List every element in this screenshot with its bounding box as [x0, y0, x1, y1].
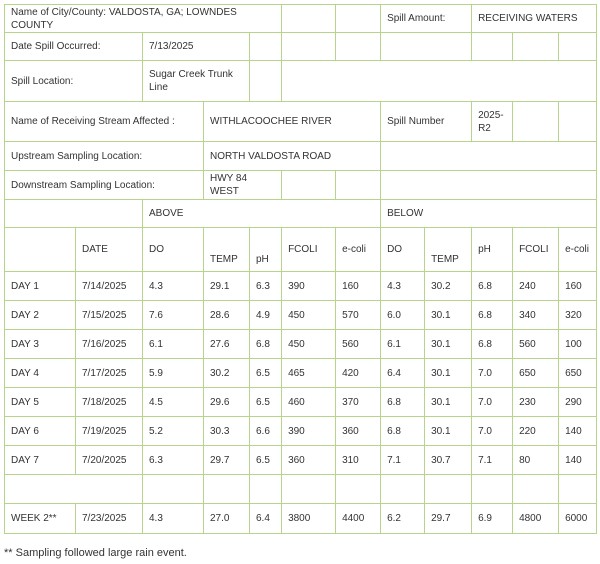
column-header: DATE: [76, 228, 143, 272]
date-cell: 7/14/2025: [76, 272, 143, 301]
day-label: DAY 1: [5, 272, 76, 301]
column-header: FCOLI: [513, 228, 559, 272]
empty-cell: [336, 33, 381, 61]
value-cell: 4.9: [250, 301, 282, 330]
value-cell: 80: [513, 446, 559, 475]
value-cell: 6.8: [472, 330, 513, 359]
day-label: DAY 4: [5, 359, 76, 388]
column-header: TEMP: [425, 228, 472, 272]
empty-cell: [425, 475, 472, 504]
value-cell: 6.5: [250, 446, 282, 475]
city-county-label: Name of City/County: VALDOSTA, GA; LOWNDES COUNTY: [5, 5, 282, 33]
value-cell: 7.1: [381, 446, 425, 475]
date-cell: 7/19/2025: [76, 417, 143, 446]
date-occurred-label: Date Spill Occurred:: [5, 33, 143, 61]
date-cell: 7/18/2025: [76, 388, 143, 417]
value-cell: 6.1: [381, 330, 425, 359]
header-row-location: [5, 61, 597, 102]
value-cell: 29.7: [204, 446, 250, 475]
value-cell: 4.5: [143, 388, 204, 417]
value-cell: 6.1: [143, 330, 204, 359]
value-cell: 30.7: [425, 446, 472, 475]
value-cell: 7.0: [472, 417, 513, 446]
spacer-row: [5, 475, 597, 504]
column-header: TEMP: [204, 228, 250, 272]
value-cell: 6.8: [381, 417, 425, 446]
value-cell: 30.1: [425, 301, 472, 330]
empty-cell: [381, 171, 597, 200]
spill-number-value: 2025-R2: [472, 102, 513, 142]
date-cell: 7/15/2025: [76, 301, 143, 330]
value-cell: 560: [336, 330, 381, 359]
value-cell: 310: [336, 446, 381, 475]
value-cell: 460: [282, 388, 336, 417]
value-cell: 160: [336, 272, 381, 301]
spill-location-value: Sugar Creek Trunk Line: [143, 61, 250, 102]
empty-cell: [513, 33, 559, 61]
table-row: [5, 417, 597, 446]
value-cell: 6.8: [472, 301, 513, 330]
date-occurred-value: 7/13/2025: [143, 33, 250, 61]
receiving-stream-label: Name of Receiving Stream Affected :: [5, 102, 204, 142]
value-cell: 4.3: [143, 272, 204, 301]
table-row: [5, 446, 597, 475]
value-cell: 29.6: [204, 388, 250, 417]
receiving-stream-value: WITHLACOOCHEE RIVER: [204, 102, 381, 142]
empty-cell: [282, 475, 336, 504]
value-cell: 30.1: [425, 330, 472, 359]
value-cell: 29.1: [204, 272, 250, 301]
table-row: [5, 359, 597, 388]
value-cell: 7.0: [472, 388, 513, 417]
value-cell: 160: [559, 272, 597, 301]
empty-cell: [250, 475, 282, 504]
empty-cell: [282, 61, 597, 102]
value-cell: 465: [282, 359, 336, 388]
value-cell: 6.9: [472, 504, 513, 534]
below-group-label: BELOW: [381, 200, 597, 228]
empty-cell: [250, 33, 282, 61]
date-cell: 7/17/2025: [76, 359, 143, 388]
value-cell: 27.6: [204, 330, 250, 359]
spill-location-label: Spill Location:: [5, 61, 143, 102]
value-cell: 360: [282, 446, 336, 475]
day-label: DAY 7: [5, 446, 76, 475]
empty-cell: [336, 171, 381, 200]
day-label: DAY 5: [5, 388, 76, 417]
value-cell: 7.0: [472, 359, 513, 388]
column-header: pH: [472, 228, 513, 272]
empty-cell: [513, 102, 559, 142]
value-cell: 4800: [513, 504, 559, 534]
value-cell: 5.9: [143, 359, 204, 388]
value-cell: 6.6: [250, 417, 282, 446]
column-header: DO: [381, 228, 425, 272]
value-cell: 6.8: [250, 330, 282, 359]
header-row-upstream: [5, 142, 597, 171]
value-cell: 420: [336, 359, 381, 388]
value-cell: 29.7: [425, 504, 472, 534]
table-row: [5, 388, 597, 417]
column-header: pH: [250, 228, 282, 272]
empty-cell: [282, 171, 336, 200]
day-label: WEEK 2**: [5, 504, 76, 534]
empty-cell: [559, 102, 597, 142]
empty-cell: [250, 61, 282, 102]
value-cell: 30.2: [204, 359, 250, 388]
value-cell: 230: [513, 388, 559, 417]
empty-cell: [143, 475, 204, 504]
day-label: DAY 2: [5, 301, 76, 330]
header-row-stream: [5, 102, 597, 142]
value-cell: 100: [559, 330, 597, 359]
value-cell: 450: [282, 301, 336, 330]
downstream-location-label: Downstream Sampling Location:: [5, 171, 204, 200]
spill-amount-label: Spill Amount:: [381, 5, 472, 33]
upstream-location-label: Upstream Sampling Location:: [5, 142, 204, 171]
value-cell: 7.6: [143, 301, 204, 330]
value-cell: 6.8: [472, 272, 513, 301]
value-cell: 390: [282, 417, 336, 446]
value-cell: 7.1: [472, 446, 513, 475]
group-row: [5, 200, 597, 228]
value-cell: 6.2: [381, 504, 425, 534]
upstream-location-value: NORTH VALDOSTA ROAD: [204, 142, 381, 171]
header-row-city: [5, 5, 597, 33]
date-cell: 7/23/2025: [76, 504, 143, 534]
value-cell: 450: [282, 330, 336, 359]
empty-cell: [336, 475, 381, 504]
spill-number-label: Spill Number: [381, 102, 472, 142]
value-cell: 6.3: [250, 272, 282, 301]
value-cell: 650: [513, 359, 559, 388]
value-cell: 4.3: [143, 504, 204, 534]
value-cell: 240: [513, 272, 559, 301]
value-cell: 650: [559, 359, 597, 388]
table-row: [5, 504, 597, 534]
value-cell: 390: [282, 272, 336, 301]
empty-cell: [282, 5, 336, 33]
day-label: DAY 6: [5, 417, 76, 446]
empty-cell: [472, 33, 513, 61]
value-cell: 6.4: [250, 504, 282, 534]
above-group-label: ABOVE: [143, 200, 381, 228]
value-cell: 5.2: [143, 417, 204, 446]
empty-cell: [381, 142, 597, 171]
value-cell: 6.4: [381, 359, 425, 388]
value-cell: 140: [559, 446, 597, 475]
value-cell: 560: [513, 330, 559, 359]
value-cell: 6.3: [143, 446, 204, 475]
value-cell: 6000: [559, 504, 597, 534]
value-cell: 30.1: [425, 388, 472, 417]
value-cell: 3800: [282, 504, 336, 534]
empty-cell: [381, 33, 472, 61]
empty-cell: [559, 33, 597, 61]
header-row-date: [5, 33, 597, 61]
empty-cell: [5, 200, 143, 228]
value-cell: 6.0: [381, 301, 425, 330]
empty-cell: [472, 475, 513, 504]
value-cell: 30.2: [425, 272, 472, 301]
column-header-row: [5, 228, 597, 272]
spill-sampling-table: [4, 4, 597, 534]
header-row-downstream: [5, 171, 597, 200]
table-row: [5, 301, 597, 330]
empty-cell: [381, 475, 425, 504]
value-cell: 30.1: [425, 417, 472, 446]
date-cell: 7/20/2025: [76, 446, 143, 475]
footnote: ** Sampling followed large rain event.: [4, 547, 187, 559]
value-cell: 30.3: [204, 417, 250, 446]
empty-cell: [282, 33, 336, 61]
value-cell: 4400: [336, 504, 381, 534]
value-cell: 6.5: [250, 359, 282, 388]
table-row: [5, 330, 597, 359]
empty-cell: [336, 5, 381, 33]
value-cell: 27.0: [204, 504, 250, 534]
value-cell: 320: [559, 301, 597, 330]
value-cell: 290: [559, 388, 597, 417]
value-cell: 4.3: [381, 272, 425, 301]
empty-cell: [5, 228, 76, 272]
value-cell: 28.6: [204, 301, 250, 330]
value-cell: 140: [559, 417, 597, 446]
empty-cell: [5, 475, 143, 504]
value-cell: 220: [513, 417, 559, 446]
empty-cell: [204, 475, 250, 504]
value-cell: 30.1: [425, 359, 472, 388]
column-header: DO: [143, 228, 204, 272]
column-header: e-coli: [336, 228, 381, 272]
value-cell: 340: [513, 301, 559, 330]
value-cell: 570: [336, 301, 381, 330]
value-cell: 6.5: [250, 388, 282, 417]
spill-amount-value: RECEIVING WATERS: [472, 5, 597, 33]
downstream-location-value: HWY 84 WEST: [204, 171, 282, 200]
column-header: e-coli: [559, 228, 597, 272]
value-cell: 370: [336, 388, 381, 417]
table-row: [5, 272, 597, 301]
value-cell: 360: [336, 417, 381, 446]
date-cell: 7/16/2025: [76, 330, 143, 359]
column-header: FCOLI: [282, 228, 336, 272]
value-cell: 6.8: [381, 388, 425, 417]
empty-cell: [559, 475, 597, 504]
empty-cell: [513, 475, 559, 504]
day-label: DAY 3: [5, 330, 76, 359]
